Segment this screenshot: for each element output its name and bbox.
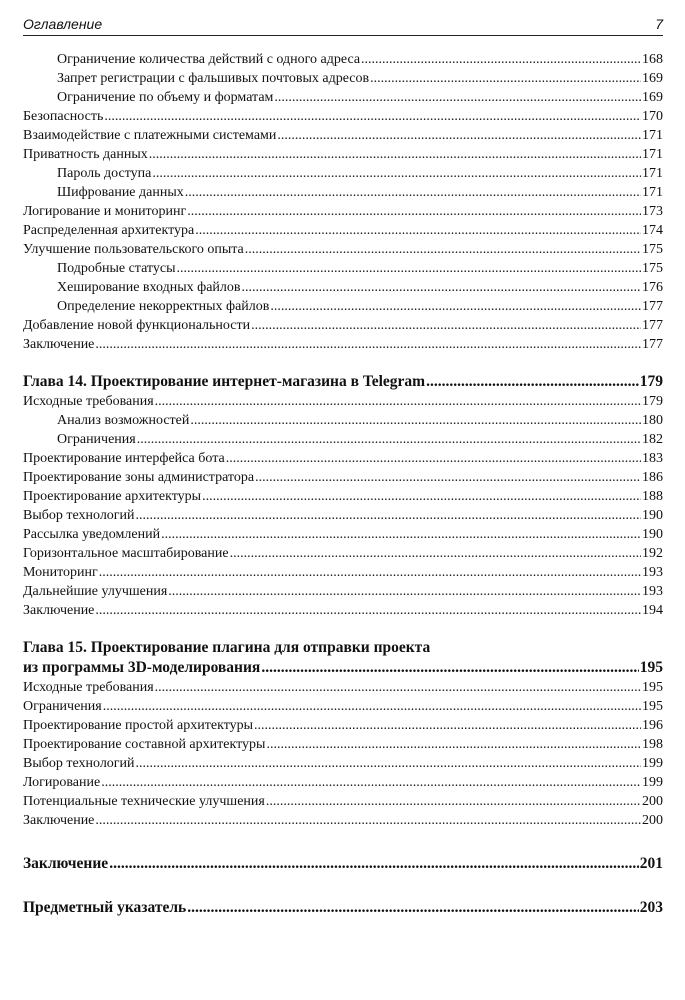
toc-entry-label: Проектирование простой архитектуры [23, 718, 254, 733]
dot-leader [95, 811, 641, 830]
dot-leader [99, 563, 641, 582]
toc-entry-label: Проектирование интерфейса бота [23, 451, 225, 466]
toc-entry[interactable] [23, 145, 663, 164]
toc-entry-page: 171 [642, 128, 663, 143]
toc-entry[interactable] [23, 297, 663, 316]
toc-entry[interactable] [23, 678, 663, 697]
toc-entry[interactable] [23, 259, 663, 278]
toc-entry[interactable] [23, 544, 663, 563]
dot-leader [242, 278, 641, 297]
toc-entry-page: 171 [642, 147, 663, 162]
dot-leader [185, 183, 641, 202]
toc-entry-page: 177 [642, 299, 663, 314]
toc-entry-page: 188 [642, 489, 663, 504]
dot-leader [109, 854, 639, 874]
toc-entry-label: Приватность данных [23, 147, 148, 162]
dot-leader [149, 145, 641, 164]
toc-entry[interactable] [23, 754, 663, 773]
toc-entry-page: 195 [642, 680, 663, 695]
toc-entry[interactable] [23, 126, 663, 145]
toc-entry-page: 171 [642, 185, 663, 200]
conclusion-title: Заключение [23, 855, 109, 872]
toc-entry[interactable] [23, 601, 663, 620]
toc-entry-label: Заключение [23, 813, 95, 828]
dot-leader [187, 202, 641, 221]
dot-leader [176, 259, 641, 278]
toc-entry[interactable] [23, 411, 663, 430]
chapter-14-entries [23, 392, 663, 620]
dot-leader [226, 449, 641, 468]
toc-entry-label: Выбор технологий [23, 508, 135, 523]
toc-entry-label: Хеширование входных файлов [57, 280, 241, 295]
toc-entry-label: Горизонтальное масштабирование [23, 546, 229, 561]
dot-leader [152, 164, 641, 183]
toc-entry[interactable] [23, 468, 663, 487]
chapter-15-title-line2: из программы 3D-моделирования [23, 659, 261, 676]
toc-entry-label: Проектирование зоны администратора [23, 470, 255, 485]
toc-entry-label: Ограничения [23, 699, 102, 714]
toc-entry-label: Исходные требования [23, 680, 154, 695]
table-of-contents [23, 50, 663, 918]
toc-entry[interactable] [23, 221, 663, 240]
toc-entry[interactable] [23, 773, 663, 792]
dot-leader [251, 316, 641, 335]
index-title: Предметный указатель [23, 899, 187, 916]
toc-entry-label: Мониторинг [23, 565, 98, 580]
toc-entry-page: 170 [642, 109, 663, 124]
dot-leader [101, 773, 641, 792]
toc-entry-page: 193 [642, 565, 663, 580]
dot-leader [230, 544, 641, 563]
toc-entry-label: Улучшение пользовательского опыта [23, 242, 244, 257]
chapter-15-entries [23, 678, 663, 830]
toc-entry-label: Безопасность [23, 109, 104, 124]
chapter-14-heading[interactable] [23, 372, 663, 392]
toc-entry[interactable] [23, 716, 663, 735]
toc-entry[interactable] [23, 563, 663, 582]
toc-entry-label: Потенциальные технические улучшения [23, 794, 265, 809]
toc-entry[interactable] [23, 69, 663, 88]
toc-entry[interactable] [23, 335, 663, 354]
dot-leader [254, 716, 641, 735]
dot-leader [277, 126, 641, 145]
toc-entry-page: 176 [642, 280, 663, 295]
dot-leader [136, 754, 641, 773]
toc-entry-page: 174 [642, 223, 663, 238]
dot-leader [426, 372, 639, 392]
toc-entry[interactable] [23, 107, 663, 126]
toc-entry[interactable] [23, 202, 663, 221]
dot-leader [137, 430, 641, 449]
toc-entry[interactable] [23, 792, 663, 811]
running-head-title: Оглавление [23, 16, 103, 32]
toc-entry-page: 200 [642, 794, 663, 809]
toc-entry-page: 177 [642, 318, 663, 333]
toc-entry-label: Подробные статусы [57, 261, 176, 276]
toc-entry-label: Пароль доступа [57, 166, 152, 181]
toc-entry-page: 179 [642, 394, 663, 409]
toc-entry-page: 180 [642, 413, 663, 428]
toc-entry-label: Заключение [23, 603, 95, 618]
toc-entry[interactable] [23, 240, 663, 259]
toc-entry-label: Ограничения [57, 432, 136, 447]
dot-leader [190, 411, 641, 430]
dot-leader [103, 697, 641, 716]
toc-entry[interactable] [23, 506, 663, 525]
toc-entry-page: 183 [642, 451, 663, 466]
dot-leader [155, 678, 641, 697]
toc-entry-page: 177 [642, 337, 663, 352]
toc-entry[interactable] [23, 164, 663, 183]
toc-entry[interactable] [23, 316, 663, 335]
toc-entry-page: 168 [642, 52, 663, 67]
index-heading[interactable] [23, 898, 663, 918]
toc-entry-label: Анализ возможностей [57, 413, 190, 428]
toc-entry-page: 199 [642, 756, 663, 771]
dot-leader [195, 221, 641, 240]
toc-entry-label: Исходные требования [23, 394, 154, 409]
toc-entry-label: Взаимодействие с платежными системами [23, 128, 277, 143]
toc-entry-label: Запрет регистрации с фальшивых почтовых адресов [57, 71, 370, 86]
toc-entry-label: Распределенная архитектура [23, 223, 195, 238]
toc-entry-label: Логирование [23, 775, 101, 790]
toc-entry-page: 171 [642, 166, 663, 181]
dot-leader [245, 240, 641, 259]
dot-leader [255, 468, 641, 487]
toc-entry-page: 195 [642, 699, 663, 714]
toc-entry-label: Логирование и мониторинг [23, 204, 187, 219]
toc-entry-page: 196 [642, 718, 663, 733]
toc-entry-page: 175 [642, 261, 663, 276]
toc-entry-page: 169 [642, 71, 663, 86]
toc-entry-page: 190 [642, 508, 663, 523]
toc-entry-page: 198 [642, 737, 663, 752]
toc-entry-page: 190 [642, 527, 663, 542]
dot-leader [161, 525, 641, 544]
dot-leader [168, 582, 641, 601]
chapter-15-title-line1[interactable]: Глава 15. Проектирование плагина для отправки проекта [23, 639, 431, 656]
dot-leader [266, 792, 641, 811]
conclusion-page: 201 [639, 855, 663, 872]
toc-entry-label: Выбор технологий [23, 756, 135, 771]
chapter-15-page: 195 [639, 659, 663, 676]
toc-entry[interactable] [23, 525, 663, 544]
toc-entry-page: 175 [642, 242, 663, 257]
dot-leader [370, 69, 641, 88]
dot-leader [270, 297, 641, 316]
toc-entry-page: 182 [642, 432, 663, 447]
chapter-15-heading[interactable] [23, 658, 663, 678]
toc-entry[interactable] [23, 735, 663, 754]
dot-leader [361, 50, 641, 69]
dot-leader [155, 392, 641, 411]
toc-section-continued [23, 50, 663, 354]
toc-entry-label: Ограничение по объему и форматам [57, 90, 274, 105]
chapter-14-title: Глава 14. Проектирование интернет-магазина в Telegram [23, 373, 426, 390]
dot-leader [261, 658, 638, 678]
dot-leader [95, 335, 641, 354]
toc-entry[interactable] [23, 392, 663, 411]
running-head [23, 15, 663, 36]
toc-entry[interactable] [23, 449, 663, 468]
toc-entry-label: Рассылка уведомлений [23, 527, 161, 542]
toc-entry-page: 194 [642, 603, 663, 618]
toc-entry[interactable] [23, 430, 663, 449]
toc-entry-label: Определение некорректных файлов [57, 299, 270, 314]
toc-entry-page: 173 [642, 204, 663, 219]
toc-entry[interactable] [23, 50, 663, 69]
toc-entry-page: 192 [642, 546, 663, 561]
toc-entry-page: 193 [642, 584, 663, 599]
toc-entry-label: Добавление новой функциональности [23, 318, 251, 333]
conclusion-heading[interactable] [23, 854, 663, 874]
toc-entry[interactable] [23, 811, 663, 830]
toc-entry[interactable] [23, 487, 663, 506]
toc-entry[interactable] [23, 183, 663, 202]
toc-entry-label: Проектирование архитектуры [23, 489, 202, 504]
toc-entry-page: 200 [642, 813, 663, 828]
dot-leader [266, 735, 641, 754]
dot-leader [95, 601, 641, 620]
toc-entry[interactable] [23, 278, 663, 297]
toc-entry-label: Заключение [23, 337, 95, 352]
toc-entry-label: Проектирование составной архитектуры [23, 737, 266, 752]
dot-leader [274, 88, 641, 107]
dot-leader [187, 898, 639, 918]
dot-leader [202, 487, 641, 506]
toc-entry-label: Шифрование данных [57, 185, 184, 200]
toc-entry[interactable] [23, 697, 663, 716]
dot-leader [104, 107, 641, 126]
toc-entry-page: 186 [642, 470, 663, 485]
toc-entry-label: Ограничение количества действий с одного адреса [57, 52, 361, 67]
running-head-page-number: 7 [655, 16, 663, 32]
toc-entry-label: Дальнейшие улучшения [23, 584, 168, 599]
index-page: 203 [639, 899, 663, 916]
dot-leader [136, 506, 641, 525]
chapter-14-page: 179 [639, 373, 663, 390]
toc-entry[interactable] [23, 88, 663, 107]
toc-entry[interactable] [23, 582, 663, 601]
toc-entry-page: 199 [642, 775, 663, 790]
toc-entry-page: 169 [642, 90, 663, 105]
